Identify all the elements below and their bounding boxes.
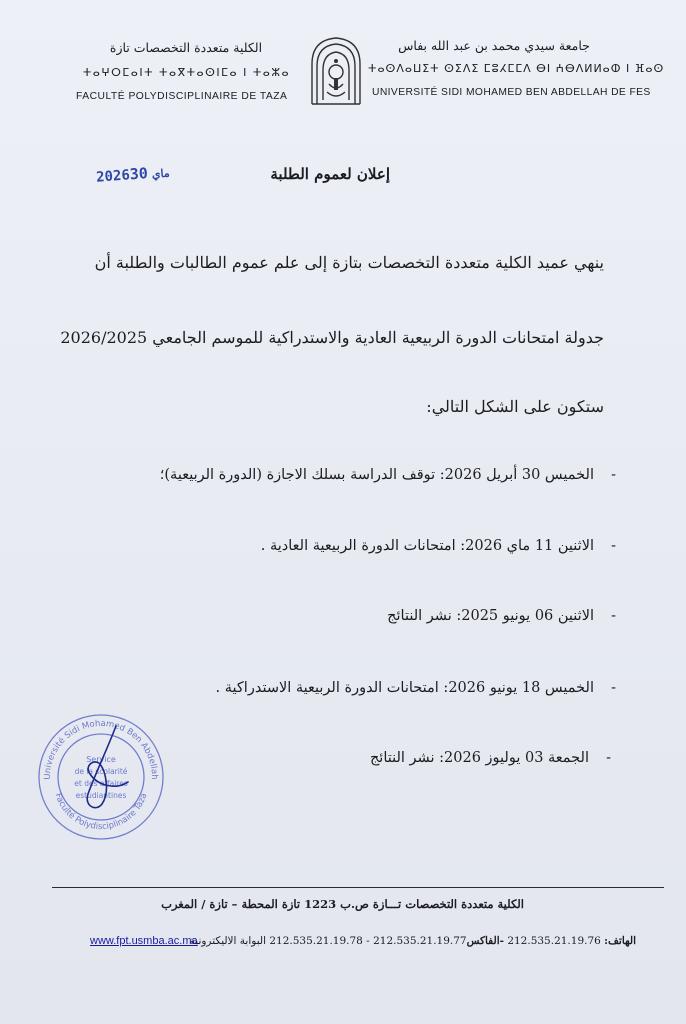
schedule-item (215, 680, 616, 696)
list-marker: - (611, 680, 616, 696)
schedule-item-text: الاثنين 11 ماي 2026: امتحانات الدورة الربيعية العادية . (260, 538, 594, 554)
list-marker: - (611, 467, 616, 483)
faculty-name-arabic: الكلية متعددة التخصصات تازة (109, 40, 263, 55)
official-stamp-with-signature (36, 712, 166, 842)
extra-phone-number: 212.535.21.19.78 (269, 935, 363, 947)
website-link[interactable]: www.fpt.usmba.ac.ma (90, 935, 198, 947)
list-marker: - (611, 608, 616, 624)
date-stamp-day: 30 (129, 164, 149, 184)
footer-address: الكلية متعددة التخصصات تـــازة ص.ب 1223 تازة المحطة – تازة / المغرب (161, 897, 524, 911)
fax-number: 212.535.21.19.77 (373, 935, 467, 947)
university-name-arabic: جامعة سيدي محمد بن عبد الله بفاس (398, 38, 590, 53)
footer-divider (52, 887, 664, 888)
schedule-item (260, 538, 616, 554)
portal-label: البوابة الاليكترونية (189, 935, 266, 947)
list-marker: - (606, 750, 611, 766)
faculty-name-tifinagh: ⵜⴰⵖⵔⵎⴰⵏⵜ ⵜⴰⴳⵜⴰⵙⵏⵎⴰ ⵏ ⵜⴰⵣⴰ (82, 66, 291, 79)
stamp-outer-top-text: Université Sidi Mohamed Ben Abdellah (42, 718, 160, 780)
date-stamp-month: ماي (151, 166, 171, 181)
faculty-name-french: FACULTÉ POLYDISCIPLINAIRE DE TAZA (76, 91, 288, 102)
announcement-title: إعلان لعموم الطلبة (270, 165, 390, 183)
schedule-item (387, 608, 616, 624)
body-line-2: جدولة امتحانات الدورة الربيعية العادية والاستدراكية للموسم الجامعي 2026/2025 (60, 328, 604, 347)
stamp-inner-line-4: estudiantines (75, 791, 127, 800)
date-stamp-year: 2026 (95, 167, 131, 186)
fax-label: -الفاكس (466, 935, 504, 947)
stamp-inner-line-3: et des affaires (74, 779, 128, 788)
phone-number: 212.535.21.19.76 (507, 935, 601, 947)
footer-contact: الهاتف: 212.535.21.19.76 -الفاكس212.535.21.19.77 - 212.535.21.19.78 البوابة الاليكترونية (189, 935, 636, 947)
schedule-item (369, 750, 611, 766)
university-name-french: UNIVERSITÉ SIDI MOHAMED BEN ABDELLAH DE FES (372, 87, 651, 98)
stamp-inner-line-2: de la scolarité (74, 767, 128, 776)
schedule-item-text: الاثنين 06 يونيو 2025: نشر النتائج (387, 608, 594, 624)
university-name-tifinagh: ⵜⴰⵙⴷⴰⵡⵉⵜ ⵙⵉⴷⵉ ⵎⵓⵃⵎⵎⴷ ⴱⵏ ⵄⴱⴷⵍⵍⴰⵀ ⵏ ⴼⴰⵙ (368, 62, 665, 75)
schedule-item-text: الجمعة 03 يوليوز 2026: نشر النتائج (369, 750, 589, 766)
schedule-item-text: الخميس 18 يونيو 2026: امتحانات الدورة الربيعية الاستدراكية . (215, 680, 594, 696)
list-marker: - (611, 538, 616, 554)
stamp-outer-bottom-text: Faculté Polydisciplinaire Taza (52, 791, 150, 833)
date-stamp (95, 161, 174, 185)
body-line-1: ينهي عميد الكلية متعددة التخصصات بتازة إلى علم عموم الطالبات والطلبة أن (94, 253, 604, 272)
university-emblem-icon (307, 34, 365, 106)
schedule-item (159, 467, 616, 483)
stamp-inner-line-1: Service (86, 755, 116, 764)
body-line-3: ستكون على الشكل التالي: (426, 397, 604, 416)
phone-label: الهاتف: (604, 935, 636, 947)
schedule-item-text: الخميس 30 أبريل 2026: توقف الدراسة بسلك الاجازة (الدورة الربيعية)؛ (159, 467, 594, 483)
